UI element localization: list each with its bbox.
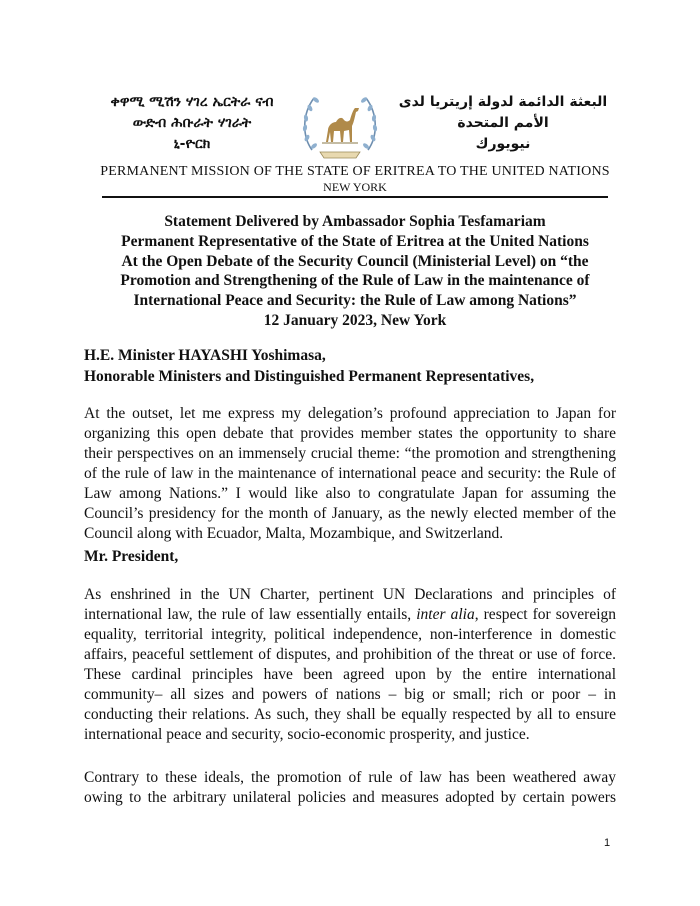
tigrinya-letterhead [92,92,292,155]
paragraph-line: Council along with Ecuador, Malta, Mozambique, and Switzerland. [84,525,504,542]
paragraph-rule-of-law [84,585,616,745]
paragraph-line: of the rule of law in the maintenance of international peace and security: the Rule of [84,465,616,482]
tigrinya-line: ኒ-ዮርክ [173,136,211,152]
arabic-letterhead [398,92,608,155]
paragraph-line: equality, territorial integrity, political independence, non-interference in domestic [84,626,616,643]
paragraph-line: Council’s presidency for the month of January, as the newly elected member of the [84,505,616,522]
salutation [84,345,644,387]
title-line: Permanent Representative of the State of Eritrea at the United Nations [121,232,589,250]
paragraph-line: affairs, peaceful settlement of disputes, and prohibition of the threat or use of force. [84,646,616,663]
title-line: Promotion and Strengthening of the Rule of Law in the maintenance of [120,272,590,290]
paragraph-text: , respect for sovereign [474,606,617,623]
tigrinya-line: ቀዋሚ ሚሽን ሃገረ ኤርትራ ናብ [110,94,274,110]
paragraph-line: These cardinal principles have been agreed upon by the entire international [84,666,616,683]
page-number: 1 [604,837,611,849]
salutation-line: Honorable Ministers and Distinguished Permanent Representatives, [84,368,535,385]
paragraph-line: community– all sizes and powers of nations – big or small; rich or poor – in [84,686,616,703]
paragraph-line: Law among Nations.” I would like also to congratulate Japan for assuming the [84,485,616,502]
paragraph-line: owing to the arbitrary unilateral policies and measures adopted by certain powers [84,789,616,806]
arabic-line: نيويورك [475,136,531,152]
mission-city: NEW YORK [323,180,387,194]
letterhead-divider [102,196,608,198]
mission-title: PERMANENT MISSION OF THE STATE OF ERITREA TO THE UNITED NATIONS [100,164,610,179]
paragraph-text: international law, the rule of law essentially entails, [84,606,417,623]
title-line: Statement Delivered by Ambassador Sophia Tesfamariam [164,213,546,230]
italic-term: inter alia [416,606,475,623]
paragraph-line [84,605,616,625]
paragraph-appreciation [84,404,616,544]
arabic-line: البعثة الدائمة لدولة إريتريا لدى [398,94,608,110]
paragraph-line: conducting their relations. As such, they shall be equally respected by all to ensure [84,706,616,723]
title-line: International Peace and Security: the Rule of Law among Nations” [133,292,577,310]
salutation-line: H.E. Minister HAYASHI Yoshimasa, [84,347,326,364]
paragraph-contrary [84,768,616,808]
statement-title [60,212,650,331]
paragraph-line: As enshrined in the UN Charter, pertinent UN Declarations and principles of [84,586,616,603]
mr-president-heading: Mr. President, [84,548,179,565]
paragraph-line: At the outset, let me express my delegation’s profound appreciation to Japan for [84,405,616,422]
title-line: 12 January 2023, New York [263,311,447,329]
paragraph-line: their perspectives on an immensely crucial theme: “the promotion and strengthening [84,445,616,462]
paragraph-line: organizing this open debate that provides member states the opportunity to share [84,425,616,442]
paragraph-line: Contrary to these ideals, the promotion of rule of law has been weathered away [84,769,616,786]
title-line: At the Open Debate of the Security Council (Ministerial Level) on “the [121,252,589,270]
tigrinya-line: ውድብ ሕቡራት ሃገራት [132,115,252,131]
arabic-line: الأمم المتحدة [457,115,549,131]
paragraph-line: international peace and security, socio-economic prosperity, and justice. [84,726,530,743]
eritrea-camel-emblem-icon [298,86,382,166]
